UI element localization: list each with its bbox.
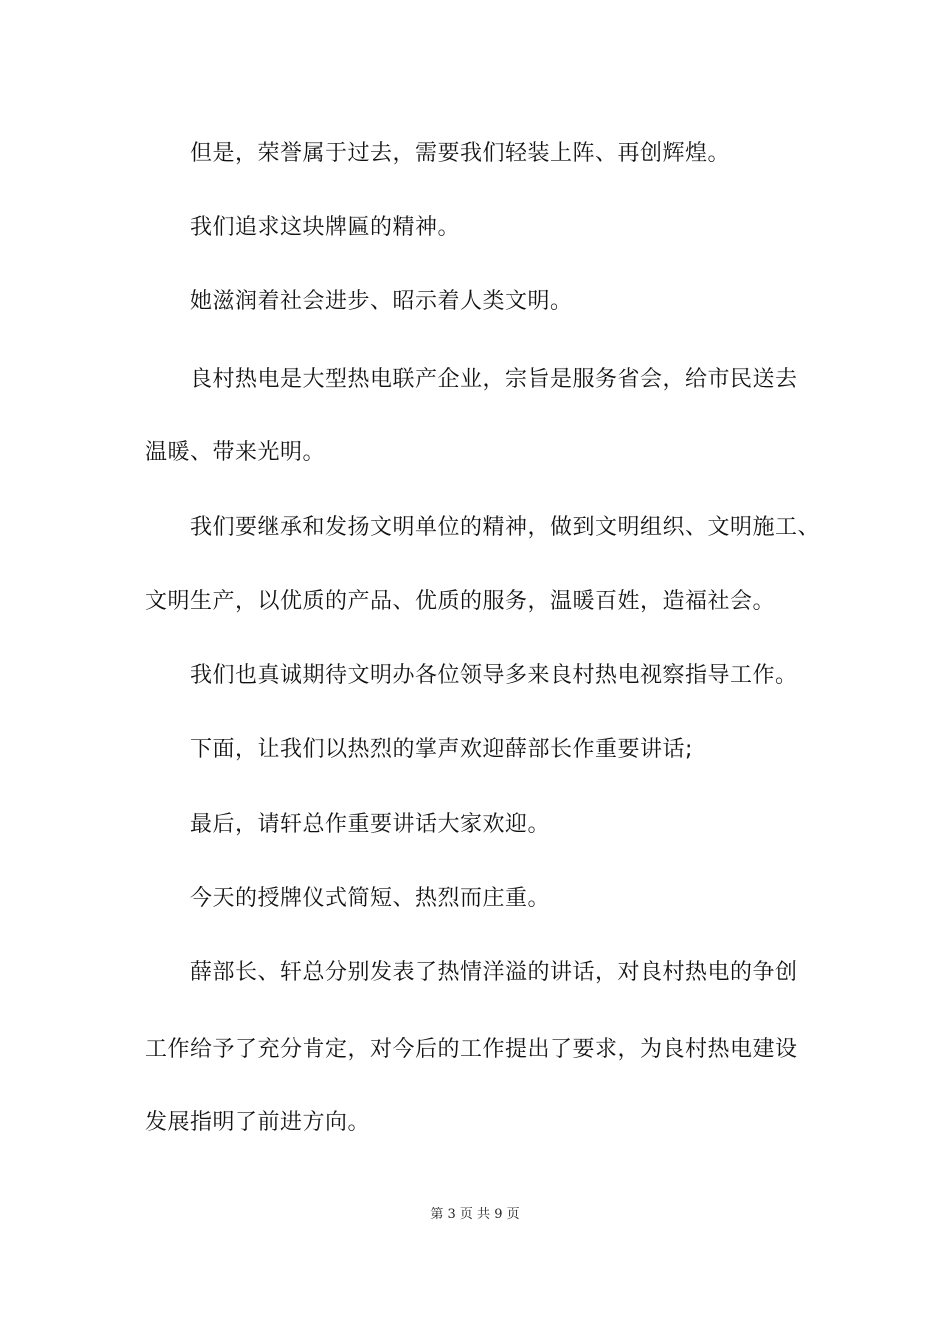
paragraph-line: 良村热电是大型热电联产企业，宗旨是服务省会，给市民送去 bbox=[190, 367, 798, 392]
paragraph-line: 温暖、带来光明。 bbox=[145, 440, 326, 465]
page-number: 第 3 页 共 9 页 bbox=[430, 1207, 520, 1222]
paragraph-line: 我们要继承和发扬文明单位的精神，做到文明组织、文明施工、 bbox=[190, 515, 821, 540]
paragraph-line: 文明生产，以优质的产品、优质的服务，温暖百姓，造福社会。 bbox=[145, 589, 776, 614]
paragraph-line: 她滋润着社会进步、昭示着人类文明。 bbox=[190, 289, 573, 314]
paragraph-line: 薛部长、轩总分别发表了热情洋溢的讲话，对良村热电的争创 bbox=[190, 960, 798, 985]
paragraph-line: 最后，请轩总作重要讲话大家欢迎。 bbox=[190, 812, 551, 837]
paragraph-line: 下面，让我们以热烈的掌声欢迎薛部长作重要讲话; bbox=[190, 737, 693, 762]
paragraph-line: 发展指明了前进方向。 bbox=[145, 1110, 371, 1135]
paragraph-line: 我们也真诚期待文明办各位领导多来良村热电视察指导工作。 bbox=[190, 663, 798, 688]
paragraph-line: 今天的授牌仪式简短、热烈而庄重。 bbox=[190, 886, 551, 911]
paragraph-line: 工作给予了充分肯定，对今后的工作提出了要求，为良村热电建设 bbox=[145, 1037, 798, 1062]
paragraph-line: 但是，荣誉属于过去，需要我们轻装上阵、再创辉煌。 bbox=[190, 141, 731, 166]
paragraph-line: 我们追求这块牌匾的精神。 bbox=[190, 215, 461, 240]
